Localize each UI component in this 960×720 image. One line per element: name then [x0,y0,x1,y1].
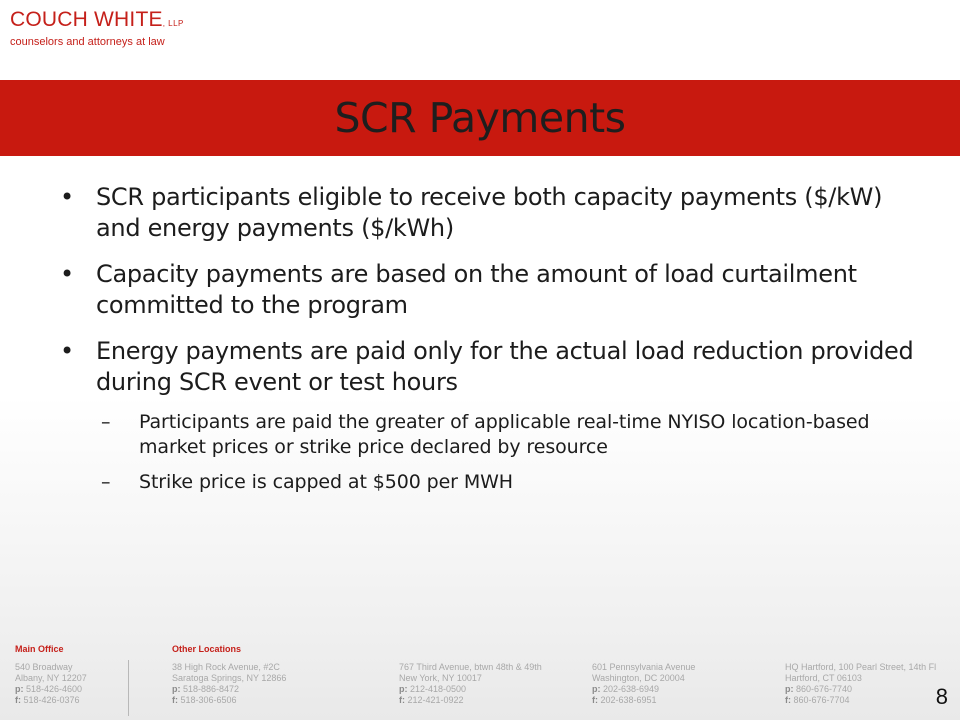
page-number: 8 [935,684,948,709]
firm-logo [10,8,184,48]
office-phone: p: 212-418-0500 [399,684,467,694]
footer-divider [128,660,129,716]
bullet-item: • Capacity payments are based on the amount of load curtailment committed to the program [60,259,920,321]
main-office-label: Main Office [15,644,64,654]
office-fax: f: 860-676-7704 [785,695,850,705]
title-bar [0,80,960,156]
firm-suffix: , LLP [162,19,184,28]
office-phone: p: 518-426-4600 [15,684,83,694]
firm-tagline: counselors and attorneys at law [10,36,165,48]
office-address-hartford [785,662,936,706]
sub-bullet-item: – Participants are paid the greater of applicable real-time NYISO location-based market prices or strike price declared by resource [60,410,920,460]
office-line: 38 High Rock Avenue, #2C [172,662,280,672]
office-line: 601 Pennsylvania Avenue [592,662,696,672]
office-line: HQ Hartford, 100 Pearl Street, 14th Fl [785,662,937,672]
office-fax: f: 518-426-0376 [15,695,80,705]
sub-bullet-item: – Strike price is capped at $500 per MWH [60,470,920,495]
office-phone: p: 860-676-7740 [785,684,853,694]
office-address-albany [15,662,87,706]
footer [0,640,960,720]
office-address-saratoga [172,662,286,706]
office-phone: p: 202-638-6949 [592,684,660,694]
office-line: Saratoga Springs, NY 12866 [172,673,287,683]
bullet-item: • Energy payments are paid only for the actual load reduction provided during SCR event or test hours [60,336,920,398]
slide-title: SCR Payments [334,94,626,142]
office-line: 540 Broadway [15,662,73,672]
office-fax: f: 212-421-0922 [399,695,464,705]
office-line: Washington, DC 20004 [592,673,685,683]
office-line: 767 Third Avenue, btwn 48th & 49th [399,662,542,672]
office-address-new-york [399,662,542,706]
office-line: Albany, NY 12207 [15,673,87,683]
office-phone: p: 518-886-8472 [172,684,240,694]
other-locations-label: Other Locations [172,644,242,654]
firm-name: COUCH WHITE, LLP [10,8,184,31]
office-line: New York, NY 10017 [399,673,482,683]
bullet-item: • SCR participants eligible to receive both capacity payments ($/kW) and energy payments ($/kWh) [60,182,920,244]
office-address-washington [592,662,695,706]
office-fax: f: 518-306-6506 [172,695,237,705]
office-line: Hartford, CT 06103 [785,673,862,683]
slide-body [60,182,920,505]
office-fax: f: 202-638-6951 [592,695,657,705]
